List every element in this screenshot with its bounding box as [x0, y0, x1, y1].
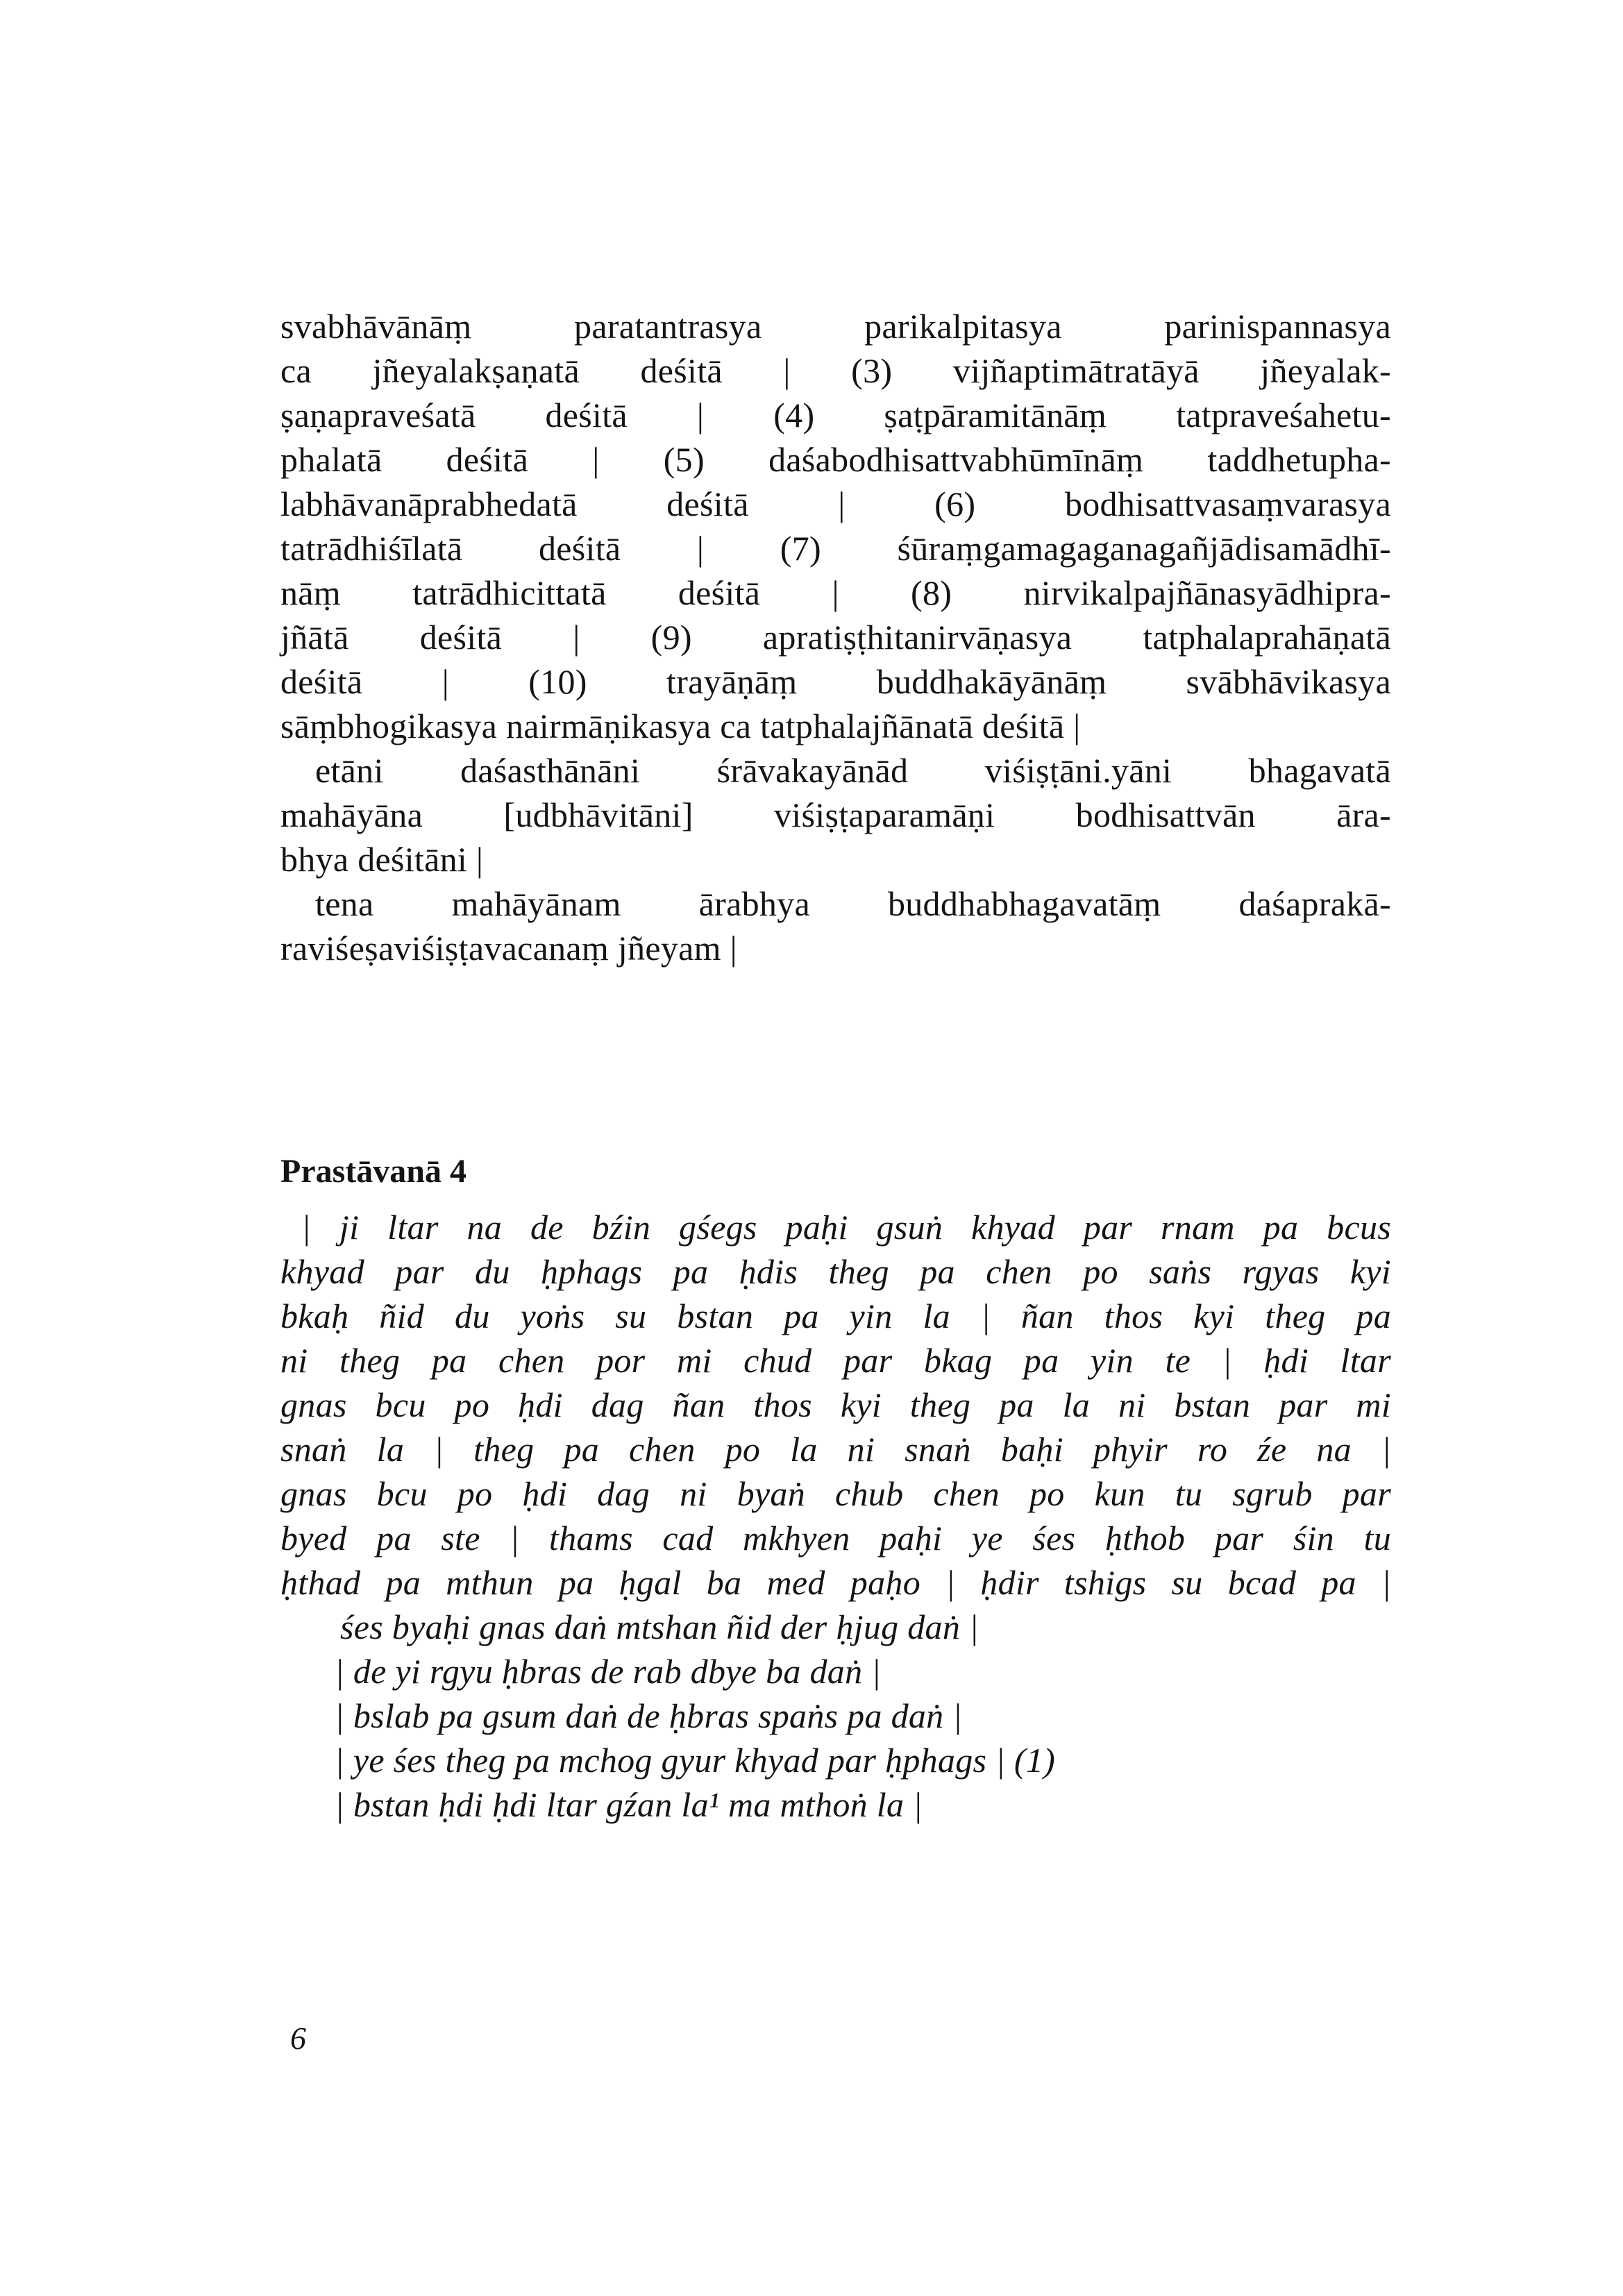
text-line: tatrādhiśīlatā deśitā | (7) śūraṃgamagaganagañjādisamādhī- [280, 529, 1391, 568]
text-line: ṣaṇapraveśatā deśitā | (4) ṣaṭpāramitānāṃ tatpraveśahetu- [280, 396, 1391, 434]
page-number: 6 [290, 2020, 306, 2056]
verse-line: | bstan ḥdi ḥdi ltar gźan la¹ ma mthoṅ la | [335, 1785, 923, 1824]
text-line: labhāvanāprabhedatā deśitā | (6) bodhisattvasaṃvarasya [280, 484, 1391, 523]
tibetan-paragraph [280, 1205, 1391, 1827]
text-line: phalatā deśitā | (5) daśabodhisattvabhūmīnāṃ taddhetupha- [280, 440, 1391, 479]
text-line: snaṅ la | theg pa chen po la ni snaṅ baḥi phyir ro źe na | [280, 1430, 1391, 1469]
text-line: | ji ltar na de bźin gśegs paḥi gsuṅ khyad par rnam pa bcus [301, 1208, 1391, 1247]
text-line: bhya deśitāni | [280, 840, 484, 879]
text-line: ḥthad pa mthun pa ḥgal ba med paḥo | ḥdir tshigs su bcad pa | [280, 1563, 1391, 1602]
verse-line: | bslab pa gsum daṅ de ḥbras spaṅs pa daṅ | [335, 1696, 963, 1735]
sanskrit-paragraph [280, 304, 1391, 970]
text-line: raviśeṣaviśiṣṭavacanaṃ jñeyam | [280, 929, 737, 968]
text-line: etāni daśasthānāni śrāvakayānād viśiṣṭāni.yāni bhagavatā [315, 751, 1391, 790]
verse-line: śes byaḥi gnas daṅ mtshan ñid der ḥjug daṅ | [340, 1607, 979, 1646]
text-line: khyad par du ḥphags pa ḥdis theg pa chen po saṅs rgyas kyi [280, 1252, 1391, 1291]
text-line: nāṃ tatrādhicittatā deśitā | (8) nirvikalpajñānasyādhipra- [280, 573, 1391, 612]
section-heading: Prastāvanā 4 [280, 1153, 466, 1190]
text-line: bkaḥ ñid du yoṅs su bstan pa yin la | ñan thos kyi theg pa [280, 1297, 1391, 1335]
text-line: sāṃbhogikasya nairmāṇikasya ca tatphalajñānatā deśitā | [280, 707, 1081, 745]
text-line: jñātā deśitā | (9) apratiṣṭhitanirvāṇasya tatphalaprahāṇatā [280, 618, 1391, 657]
text-line: tena mahāyānam ārabhya buddhabhagavatāṃ daśaprakā- [315, 884, 1391, 923]
verse-line: | ye śes theg pa mchog gyur khyad par ḥphags | (1) [335, 1741, 1056, 1780]
text-line: gnas bcu po ḥdi dag ñan thos kyi theg pa la ni bstan par mi [280, 1385, 1391, 1424]
verse-line: | de yi rgyu ḥbras de rab dbye ba daṅ | [335, 1652, 882, 1691]
text-line: gnas bcu po ḥdi dag ni byaṅ chub chen po kun tu sgrub par [280, 1474, 1391, 1513]
text-line: svabhāvānāṃ paratantrasya parikalpitasya parinispannasya [280, 307, 1391, 346]
text-line: mahāyāna [udbhāvitāni] viśiṣṭaparamāṇi bodhisattvān āra- [280, 795, 1391, 834]
text-line: ni theg pa chen por mi chud par bkag pa yin te | ḥdi ltar [280, 1341, 1391, 1380]
text-line: deśitā | (10) trayāṇāṃ buddhakāyānāṃ svābhāvikasya [280, 662, 1391, 701]
text-line: byed pa ste | thams cad mkhyen paḥi ye śes ḥthob par śin tu [280, 1519, 1391, 1558]
text-line: ca jñeyalakṣaṇatā deśitā | (3) vijñaptimātratāyā jñeyalak- [280, 351, 1391, 390]
